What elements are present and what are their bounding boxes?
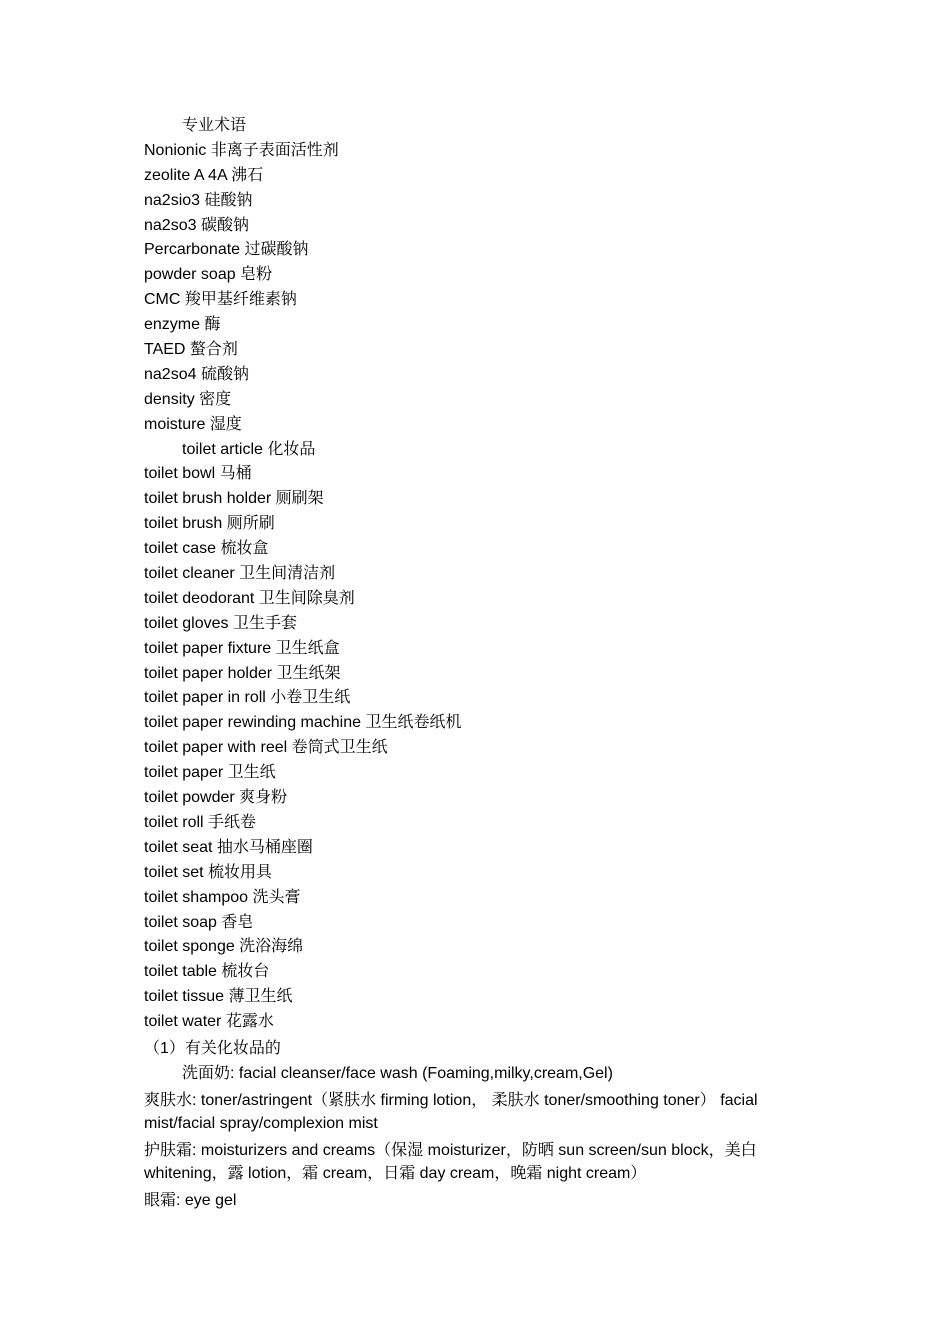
- toner-paragraph: 爽肤水: toner/astringent（紧肤水 firming lotion， 柔肤水 toner/smoothing toner） facial mist/facial spray/complexion mist: [144, 1091, 758, 1132]
- term-percarbonate: Percarbonate 过碳酸钠: [144, 241, 309, 259]
- term-toilet-gloves: toilet gloves 卫生手套: [144, 614, 297, 632]
- term-toilet-brush: toilet brush 厕所刷: [144, 515, 275, 533]
- term-toilet-deodorant: toilet deodorant 卫生间除臭剂: [144, 589, 355, 607]
- document-body: [144, 114, 814, 1212]
- term-zeolite: zeolite A 4A 沸石: [144, 166, 264, 184]
- eye-gel-line: 眼霜: eye gel: [144, 1191, 237, 1209]
- term-toilet-set: toilet set 梳妆用具: [144, 863, 273, 881]
- moisturizer-paragraph: 护肤霜: moisturizers and creams（保湿 moisturizer，防晒 sun screen/sun block，美白 whitening，露 lotion，霜 cream，日霜 day cream，晚霜 night cream）: [144, 1141, 757, 1182]
- term-toilet-sponge: toilet sponge 洗浴海绵: [144, 938, 304, 956]
- term-moisture: moisture 湿度: [144, 415, 242, 433]
- facial-cleanser-line: 洗面奶: facial cleanser/face wash (Foaming,milky,cream,Gel): [182, 1064, 613, 1082]
- term-toilet-paper-rewinding-machine: toilet paper rewinding machine 卫生纸卷纸机: [144, 714, 462, 732]
- term-na2so3: na2so3 碳酸钠: [144, 216, 249, 234]
- term-enzyme: enzyme 酶: [144, 316, 221, 334]
- term-toilet-table: toilet table 梳妆台: [144, 963, 270, 981]
- term-toilet-water: toilet water 花露水: [144, 1013, 274, 1031]
- terms-list-detergent: [144, 139, 814, 438]
- term-toilet-powder: toilet powder 爽身粉: [144, 789, 288, 807]
- term-nonionic: Nonionic 非离子表面活性剂: [144, 141, 339, 159]
- term-na2sio3: na2sio3 硅酸钠: [144, 191, 253, 209]
- term-toilet-cleaner: toilet cleaner 卫生间清洁剂: [144, 565, 336, 583]
- term-toilet-roll: toilet roll 手纸卷: [144, 813, 257, 831]
- term-density: density 密度: [144, 390, 232, 408]
- term-toilet-seat: toilet seat 抽水马桶座圈: [144, 838, 313, 856]
- term-toilet-paper-holder: toilet paper holder 卫生纸架: [144, 664, 341, 682]
- term-toilet-shampoo: toilet shampoo 洗头膏: [144, 888, 301, 906]
- toilet-article-heading: toilet article 化妆品: [182, 440, 316, 458]
- term-toilet-soap: toilet soap 香皂: [144, 913, 254, 931]
- term-toilet-paper-with-reel: toilet paper with reel 卷筒式卫生纸: [144, 739, 388, 757]
- cosmetics-heading: （1）有关化妆品的: [144, 1039, 281, 1057]
- term-na2so4: na2so4 硫酸钠: [144, 365, 249, 383]
- term-toilet-tissue: toilet tissue 薄卫生纸: [144, 988, 293, 1006]
- term-toilet-brush-holder: toilet brush holder 厕刷架: [144, 490, 324, 508]
- terms-list-toilet: [144, 462, 814, 1034]
- term-cmc: CMC 羧甲基纤维素钠: [144, 291, 297, 309]
- term-toilet-paper-in-roll: toilet paper in roll 小卷卫生纸: [144, 689, 351, 707]
- term-toilet-paper: toilet paper 卫生纸: [144, 764, 276, 782]
- term-toilet-paper-fixture: toilet paper fixture 卫生纸盒: [144, 639, 340, 657]
- term-toilet-bowl: toilet bowl 马桶: [144, 465, 252, 483]
- term-taed: TAED 螯合剂: [144, 341, 238, 359]
- term-toilet-case: toilet case 梳妆盒: [144, 540, 269, 558]
- section-title: 专业术语: [182, 117, 247, 134]
- term-powder-soap: powder soap 皂粉: [144, 266, 273, 284]
